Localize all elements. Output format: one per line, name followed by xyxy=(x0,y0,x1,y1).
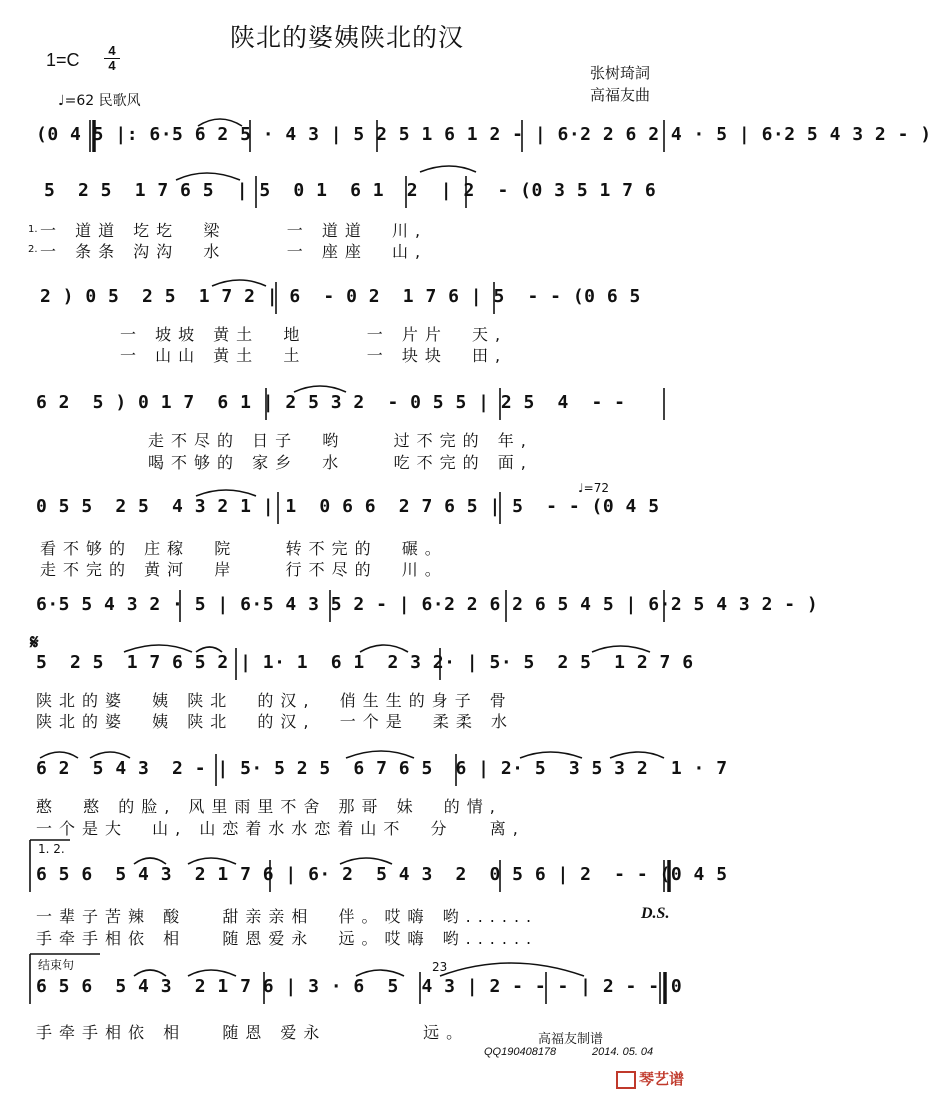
tempo-change: ♩=72 xyxy=(578,481,609,495)
lyric-row-1-verse-1: 一 道道 圪圪 梁 一 道道 川, xyxy=(40,221,428,240)
lyricist-credit: 张树琦詞 xyxy=(590,64,651,82)
lyric-row-7-verse-2: 手牵手相依 相 随恩爱永 远。哎嗨 哟...... xyxy=(36,929,539,948)
time-signature-top: 4 xyxy=(108,43,116,58)
segno-sign: 𝄋 xyxy=(30,630,39,654)
slur xyxy=(188,858,236,864)
slur xyxy=(340,858,392,864)
dal-segno-mark: D.S. xyxy=(641,905,670,922)
slur xyxy=(520,752,582,758)
lyric-row-6-verse-2: 一个是大 山, 山恋着水水恋着山不 分 离, xyxy=(36,819,525,838)
slur xyxy=(196,647,222,652)
lyric-row-8-verse-1: 手牵手相依 相 随恩 爱永 远。 xyxy=(36,1023,470,1042)
slur xyxy=(40,752,78,758)
slur xyxy=(134,858,166,864)
composer-credit: 高福友曲 xyxy=(590,86,651,104)
score-maker: 高福友制谱 xyxy=(538,1032,604,1047)
slur xyxy=(188,970,236,976)
slur xyxy=(356,970,404,976)
slur xyxy=(176,173,240,180)
slur xyxy=(90,752,130,758)
grace-notes: 23 xyxy=(432,960,448,974)
maker-qq: QQ190408178 xyxy=(484,1046,557,1058)
notation-row-3: 2 ) 0 5 2 5 1 7 2 | 6 - 0 2 1 7 6 | 5 - - (0 6 5 xyxy=(40,286,641,307)
lyric-row-5-verse-2: 陕北的婆 姨 陕北 的汉, 一个是 柔柔 水 xyxy=(36,712,514,731)
notation-row-2: 5 2 5 1 7 6 5 | 5 0 1 6 1 2 | 2 - (0 3 5 1 7 6 xyxy=(44,180,657,201)
slur xyxy=(124,645,192,652)
logo-text: 琴艺谱 xyxy=(638,1070,684,1088)
lyric-row-4-verse-1: 看不够的 庄稼 院 转不完的 碾。 xyxy=(40,539,448,558)
time-signature-bottom: 4 xyxy=(104,58,120,73)
lyric-row-6-verse-1: 憨 憨 的脸, 风里雨里不舍 那哥 妹 的情, xyxy=(36,797,502,816)
notation-row-9: 6 5 6 5 4 3 2 1 7 6 | 6· 2 5 4 3 2 0 5 6 | 2 - - (0 4 5 xyxy=(36,864,728,885)
slur xyxy=(360,645,408,652)
lyric-row-3-verse-2: 喝不够的 家乡 水 吃不完的 面, xyxy=(148,453,533,472)
verse-number-2: 2. xyxy=(28,244,38,255)
key-signature: 1=C xyxy=(46,50,80,70)
lyric-row-7-verse-1: 一辈子苦辣 酸 甜亲亲相 伴。哎嗨 哟...... xyxy=(36,907,539,926)
verse-number-1: 1. xyxy=(28,224,38,235)
notation-row-4: 6 2 5 ) 0 1 7 6 1 | 2 5 3 2 - 0 5 5 | 2 5 4 - - xyxy=(36,392,626,413)
slur xyxy=(346,751,414,758)
slur xyxy=(440,963,584,976)
ending-label: 结束句 xyxy=(38,958,75,972)
notation-row-5: 0 5 5 2 5 4 3 2 1 | 1 0 6 6 2 7 6 5 | 5 - - (0 4 5 xyxy=(36,496,660,517)
slur xyxy=(592,646,650,652)
lyric-row-5-verse-1: 陕北的婆 姨 陕北 的汉, 俏生生的身子 骨 xyxy=(36,691,513,710)
score-date: 2014. 05. 04 xyxy=(592,1046,654,1058)
lyric-row-1-verse-2: 一 条条 沟沟 水 一 座座 山, xyxy=(40,242,428,261)
slur xyxy=(610,752,664,758)
tempo-marking: ♩=62 民歌风 xyxy=(58,93,141,109)
lyric-row-2-verse-2: 一 山山 黄土 土 一 块块 田, xyxy=(120,346,508,365)
notation-row-6: 6·5 5 4 3 2 · 5 | 6·5 4 3 5 2 - | 6·2 2 6 2 6 5 4 5 | 6·2 5 4 3 2 - ) xyxy=(36,594,819,615)
volta-bracket-label: 1. 2. xyxy=(38,842,65,856)
slur xyxy=(198,119,242,126)
lyric-row-3-verse-1: 走不尽的 日子 哟 过不完的 年, xyxy=(148,431,533,450)
page-title: 陕北的婆姨陕北的汉 xyxy=(229,23,464,52)
notation-row-10: 6 5 6 5 4 3 2 1 7 6 | 3 · 6 5 4 3 | 2 - - - | 2 - - 0 xyxy=(36,976,683,997)
notation-row-1: (0 4 5 |: 6·5 6 2 5 · 4 3 | 5 2 5 1 6 1 2 - | 6·2 2 6 2 4 · 5 | 6·2 5 4 3 2 - ) xyxy=(36,124,932,145)
lyric-row-4-verse-2: 走不完的 黄河 岸 行不尽的 川。 xyxy=(40,560,448,579)
slur xyxy=(196,490,256,496)
slur xyxy=(420,166,476,172)
notation-row-7: 5 2 5 1 7 6 5 2 | 1· 1 6 1 2 3 2· | 5· 5 2 5 1 2 7 6 xyxy=(36,652,694,673)
slur xyxy=(212,280,266,286)
notation-row-8: 6 2 5 4 3 2 - | 5· 5 2 5 6 7 6 5 6 | 2· 5 3 5 3 2 1 · 7 xyxy=(36,758,728,779)
lyric-row-2-verse-1: 一 坡坡 黄土 地 一 片片 天, xyxy=(120,325,508,344)
slur xyxy=(134,970,166,976)
slur xyxy=(294,386,346,392)
